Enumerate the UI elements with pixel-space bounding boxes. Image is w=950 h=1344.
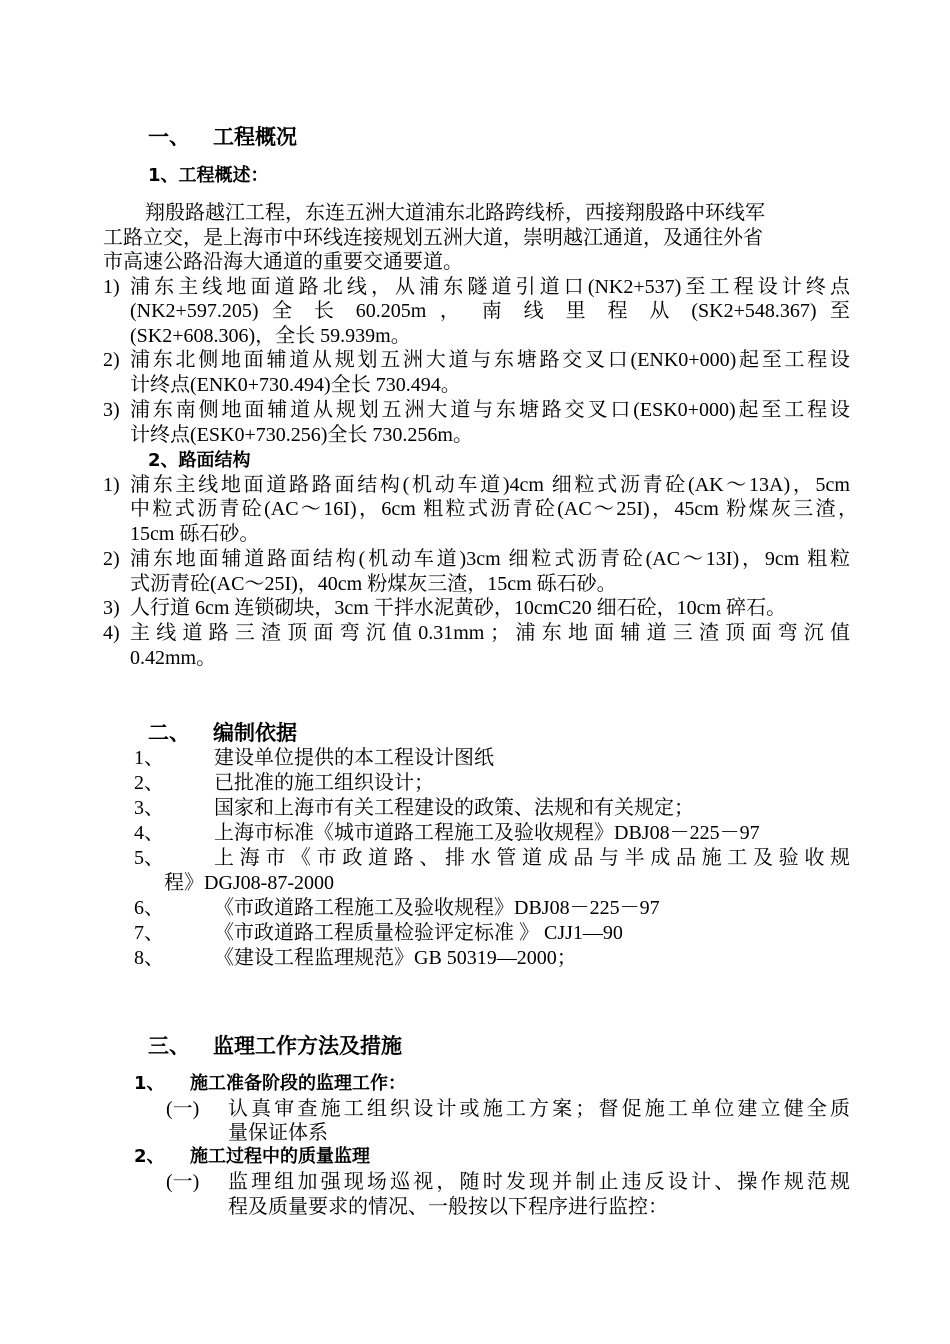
intro-line-1: 翔殷路越江工程，东连五洲大道浦东北路跨线桥，西接翔殷路中环线军 xyxy=(145,202,765,224)
list-item-line: 计终点(ESK0+730.256)全长 730.256m。 xyxy=(130,424,473,446)
intro-line-3: 市高速公路沿海大通道的重要交通要道。 xyxy=(103,251,463,273)
list-item-line: 已批准的施工组织设计； xyxy=(214,772,434,794)
list-item-line: 中粒式沥青砼(AC～16I)，6cm 粗粒式沥青砼(AC～25I)，45cm 粉煤灰三渣， xyxy=(130,498,858,520)
list-item-line: 浦东主线地面道路路面结构(机动车道)4cm 细粒式沥青砼(AK～13A)，5cm xyxy=(130,474,850,496)
list-item-line: 浦东南侧地面辅道从规划五洲大道与东塘路交叉口(ESK0+000)起至工程设 xyxy=(130,399,850,421)
list-item-line: 量保证体系 xyxy=(228,1122,328,1144)
list-item-line: 主 线 道 路 三 渣 顶 面 弯 沉 值 0.31mm ； 浦 东 地 面 辅 道 三 渣 顶 面 弯 沉 值 xyxy=(130,622,850,644)
list-item-line: 国家和上海市有关工程建设的政策、法规和有关规定； xyxy=(214,797,694,819)
list-marker: 1) xyxy=(103,474,120,496)
list-marker: 4、 xyxy=(134,822,164,844)
list-marker: 3、 xyxy=(134,797,164,819)
list-item-line: 监理组加强现场巡视，随时发现并制止违反设计、操作规范规 xyxy=(228,1171,850,1193)
list-item-line: 15cm 砾石砂。 xyxy=(130,523,260,545)
list-item-line: 上海市标准《城市道路工程施工及验收规程》DBJ08－225－97 xyxy=(214,822,760,844)
list-item-line: 浦东北侧地面辅道从规划五洲大道与东塘路交叉口(ENK0+000)起至工程设 xyxy=(130,349,850,371)
list-marker: 4) xyxy=(103,622,120,644)
list-item-line: 程》DGJ08-87-2000 xyxy=(164,872,334,894)
list-item-line: 0.42mm。 xyxy=(130,647,217,669)
section-2-number: 二、 xyxy=(148,721,190,745)
list-item-line: 《建设工程监理规范》GB 50319—2000； xyxy=(214,947,577,969)
list-marker: 3) xyxy=(103,399,120,421)
list-marker: 6、 xyxy=(134,897,164,919)
list-item-line: 《市政道路工程质量检验评定标准 》 CJJ1—90 xyxy=(214,922,623,944)
list-item-line: 式沥青砼(AC～25I)，40cm 粉煤灰三渣，15cm 砾石砂。 xyxy=(130,573,617,595)
intro-line-2: 工路立交，是上海市中环线连接规划五洲大道，崇明越江通道，及通往外省 xyxy=(103,227,763,249)
section-1-title: 工程概况 xyxy=(213,125,297,149)
subsection-3-2-title: 施工过程中的质量监理 xyxy=(190,1146,370,1167)
section-3-title: 监理工作方法及措施 xyxy=(213,1034,402,1058)
list-item-line: 《市政道路工程施工及验收规程》DBJ08－225－97 xyxy=(214,897,660,919)
subsection-3-1-number: 1、 xyxy=(134,1073,165,1094)
list-marker: 1、 xyxy=(134,747,164,769)
section-3-number: 三、 xyxy=(148,1034,190,1058)
list-marker: 2、 xyxy=(134,772,164,794)
list-item-line: 程及质量要求的情况、一般按以下程序进行监控： xyxy=(228,1196,668,1218)
subsection-1-1-title: 1、工程概述： xyxy=(148,165,269,186)
list-marker: 5、 xyxy=(134,847,164,869)
list-item-line: (NK2+597.205) 全 长 60.205m ， 南 线 里 程 从 (SK2+548.367) 至 xyxy=(130,300,850,322)
list-marker: (一) xyxy=(166,1171,200,1193)
list-marker: 1) xyxy=(103,276,120,298)
subsection-1-2-title: 2、路面结构 xyxy=(148,450,251,471)
list-item-line: 人行道 6cm 连锁砌块，3cm 干拌水泥黄砂，10cmC20 细石砼，10cm 碎石。 xyxy=(130,597,787,619)
list-marker: 2) xyxy=(103,548,120,570)
subsection-3-2-number: 2、 xyxy=(134,1146,165,1167)
list-marker: 2) xyxy=(103,349,120,371)
section-2-title: 编制依据 xyxy=(213,721,297,745)
list-item-line: 建设单位提供的本工程设计图纸 xyxy=(214,747,494,769)
section-1-number: 一、 xyxy=(148,125,190,149)
list-marker: (一) xyxy=(166,1098,200,1120)
list-item-line: 浦东地面辅道路面结构(机动车道)3cm 细粒式沥青砼(AC～13I)，9cm 粗粒 xyxy=(130,548,850,570)
list-item-line: 上 海 市 《 市 政 道 路 、 排 水 管 道 成 品 与 半 成 品 施 工 及 验 收 规 xyxy=(214,847,850,869)
subsection-3-1-title: 施工准备阶段的监理工作： xyxy=(190,1073,406,1094)
list-marker: 7、 xyxy=(134,922,164,944)
list-item-line: 认真审查施工组织设计或施工方案；督促施工单位建立健全质 xyxy=(228,1098,850,1120)
list-item-line: 计终点(ENK0+730.494)全长 730.494。 xyxy=(130,374,461,396)
list-item-line: (SK2+608.306)，全长 59.939m。 xyxy=(130,325,411,347)
list-marker: 3) xyxy=(103,597,120,619)
list-item-line: 浦东主线地面道路北线，从浦东隧道引道口(NK2+537)至工程设计终点 xyxy=(130,276,850,298)
list-marker: 8、 xyxy=(134,947,164,969)
